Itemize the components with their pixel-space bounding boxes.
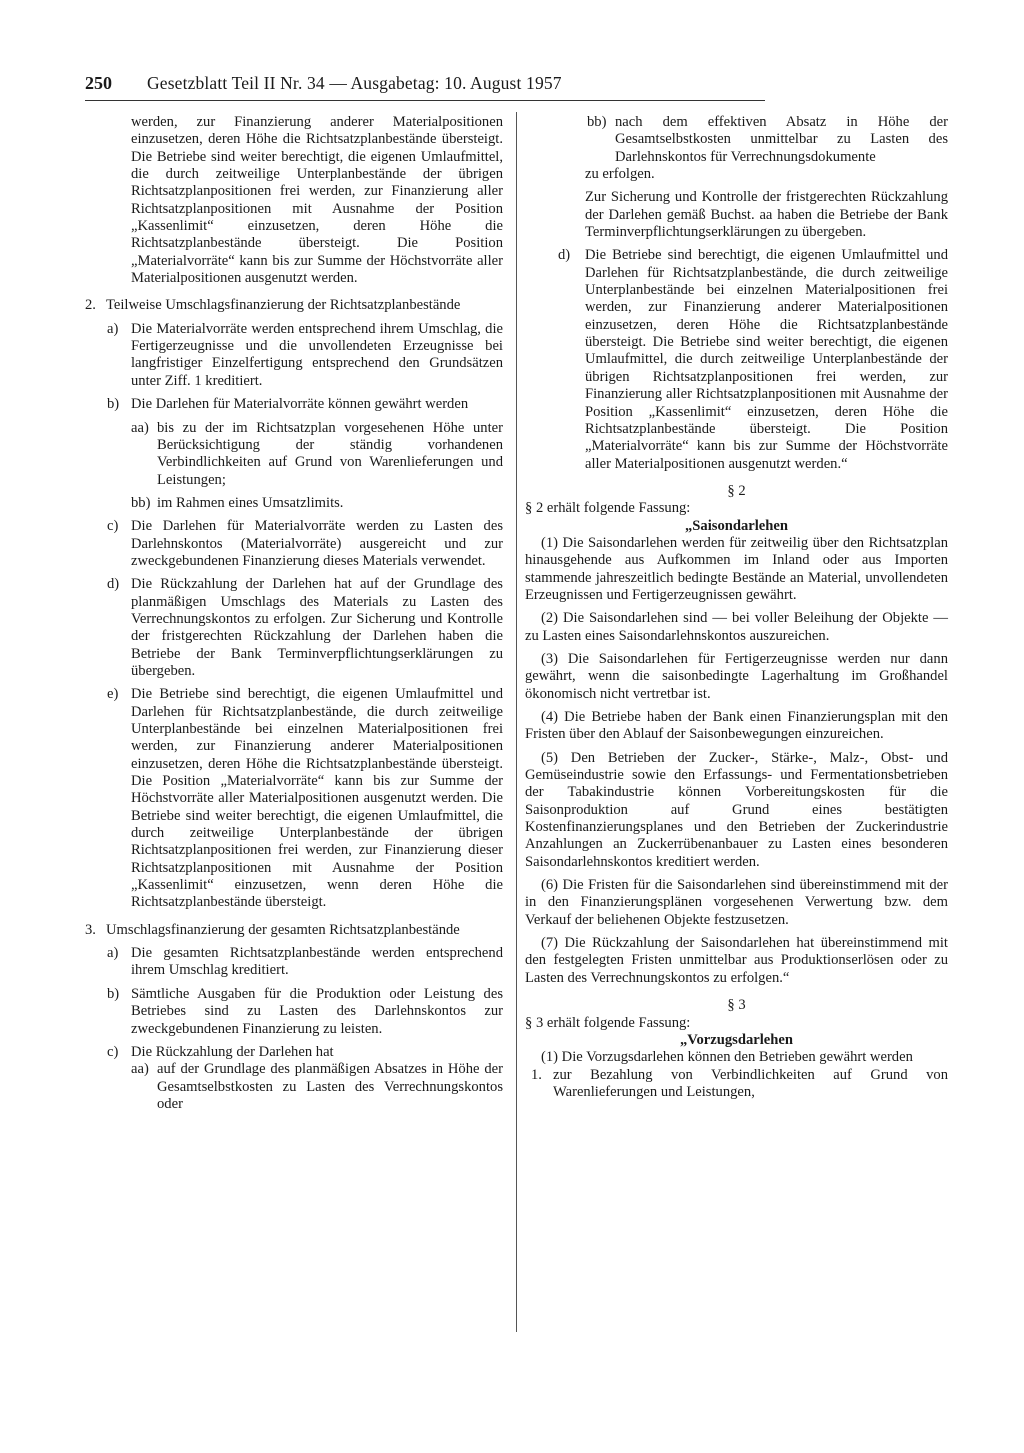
paragraph-q1: (1) Die Vorzugsdarlehen können den Betrieben gewährt werden: [541, 1049, 913, 1066]
item-text: bis zu der im Richtsatzplan vorgesehenen Höhe unter Berücksichtigung der ständig vorhandenen Verbindlichkeiten auf Grund von Warenlieferungen und Leistungen;: [157, 419, 503, 488]
item-3c-paragraph: Zur Sicherung und Kontrolle der fristgerechten Rückzahlung der Darlehen gemäß Buchst. aa haben die Betriebe der Bank Terminverpflichtungserklärungen zu übergeben.: [585, 189, 948, 241]
section-3-title: Umschlagsfinanzierung der gesamten Richtsatzplanbestände: [106, 921, 460, 938]
item-text: Die Betriebe sind berechtigt, die eigenen Umlaufmittel und Darlehen für Richtsatzplanbestände, die durch zeitweilige Unterplanbestände bei einzelnen Materialpositionen frei werden, zur Finanzierung anderer Materialpositionen einzusetzen, deren Höhe die Richtsatzplanbestände übersteigt. Die Betriebe sind weiter berechtigt, die eigenen Umlaufmittel, die durch zeitweilige Unterplanbestände der übrigen Richtsatzplanpositionen frei werden, zur Finanzierung aller Richtsatzplanpositionen mit Ausnahme der Position „Kassenlimit“ einzusetzen, deren Höhe die Richtsatzplanbestände übersteigt. Die Position „Materialvorräte“ kann bis zur Summe der Höchstvorräte aller Materialpositionen ausgenutzt werden.“: [585, 247, 948, 472]
right-column: [525, 114, 948, 1101]
page-number: 250: [85, 73, 112, 93]
gazette-title: Gesetzblatt Teil II Nr. 34 — Ausgabetag: 10. August 1957: [147, 73, 562, 93]
paragraph-7: (7) Die Rückzahlung der Saisondarlehen hat übereinstimmend mit den festgelegten Fristen unmittelbar aus Produktionserlösen oder zu Lasten des Verrechnungskontos zu erfolgen.“: [525, 935, 948, 986]
item-label: a): [107, 945, 119, 962]
item-text: Die Materialvorräte werden entsprechend ihrem Umschlag, die Fertigerzeugnisse und die unvollendeten Erzeugnisse bei langfristiger Einzelfertigung entsprechend den Grundsätzen unter Ziff. 1 kreditiert.: [131, 320, 503, 389]
item-3b: [85, 986, 503, 1038]
item-text: zur Bezahlung von Verbindlichkeiten auf Grund von Warenlieferungen und Leistungen,: [553, 1066, 948, 1100]
header-rule: [85, 100, 765, 101]
paragraph-3: (3) Die Saisondarlehen für Fertigerzeugnisse werden nur dann gewährt, wenn die saisonbedingte Lagerhaltung im Großhandel ökonomisch nicht vertretbar ist.: [525, 650, 948, 702]
section-2-item: [85, 297, 503, 314]
item-label: 1.: [531, 1066, 542, 1083]
item-label: c): [107, 518, 119, 535]
section-2-title: Teilweise Umschlagsfinanzierung der Richtsatzplanbestände: [106, 297, 461, 314]
item-3c-tail: zu erfolgen.: [585, 166, 655, 183]
item-label: 3.: [85, 921, 96, 938]
item-label: b): [107, 985, 120, 1002]
item-q1-1: [525, 1067, 948, 1102]
item-label: d): [107, 576, 120, 593]
item-text: Die Betriebe sind berechtigt, die eigenen Umlaufmittel und Darlehen für Richtsatzplanbestände, die durch zeitweilige Unterplanbestände bei einzelnen Materialpositionen frei werden, zur Finanzierung anderer Materialpositionen einzusetzen, deren Höhe die Richtsatzplanbestände übersteigt. Die Position „Materialvorräte“ kann bis zur Summe der Höchstvorräte aller Materialpositionen ausgenutzt werden. Die Betriebe sind weiter berechtigt, die eigenen Umlaufmittel, die durch zeitweilige Unterplanbestände der übrigen Richtsatzplanpositionen frei werden, zur Finanzierung dieser Richtsatzplanpositionen mit Ausnahme der Position „Kassenlimit“ einzusetzen, wenn deren Höhe die Richtsatzplanbestände übersteigt.: [131, 686, 503, 911]
section-2-number: § 2: [727, 482, 746, 499]
item-text: auf der Grundlage des planmäßigen Absatzes in Höhe der Gesamtselbstkosten zu Lasten des Verrechnungskontos oder: [157, 1061, 503, 1112]
left-column: [85, 114, 503, 1113]
section-2-heading: „Saisondarlehen: [685, 517, 788, 534]
item-label: e): [107, 686, 119, 703]
item-3c-bb: [525, 114, 948, 166]
item-2a: [85, 321, 503, 390]
item-text: Die Rückzahlung der Darlehen hat auf der Grundlage des planmäßigen Umschlags des Materials zu Lasten des Verrechnungskontos zu erfolgen. Zur Sicherung und Kontrolle der fristgerechten Rückzahlung der Darlehen haben die Betriebe der Bank Terminverpflichtungserklärungen zu übergeben.: [131, 576, 503, 679]
item-text: Die Darlehen für Materialvorräte können gewährt werden: [131, 396, 469, 413]
section-2-intro: § 2 erhält folgende Fassung:: [525, 500, 691, 517]
item-text: Die Rückzahlung der Darlehen hat: [131, 1043, 334, 1060]
item-3c: [85, 1044, 503, 1061]
item-text: Die Darlehen für Materialvorräte werden zu Lasten des Darlehnskontos (Materialvorräte) ausgereicht und zur zweckgebundenen Finanzierung dieses Materials verwendet.: [131, 518, 503, 569]
column-divider: [516, 112, 517, 1332]
item-3c-aa: [85, 1061, 503, 1113]
item-label: 2.: [85, 297, 96, 314]
item-label: b): [107, 396, 120, 413]
item-label: bb): [131, 494, 151, 511]
item-text: im Rahmen eines Umsatzlimits.: [157, 494, 344, 511]
paragraph-6: (6) Die Fristen für die Saisondarlehen sind übereinstimmend mit der in den Finanzierungsplänen vorgesehenen Verwertung bzw. dem Verkauf der beliehenen Objekte festzusetzen.: [525, 877, 948, 928]
page-header: [85, 68, 765, 98]
item-text: Sämtliche Ausgaben für die Produktion oder Leistung des Betriebes sind zu Lasten des Darlehnskontos zur zweckgebundenen Finanzierung zu leisten.: [131, 985, 503, 1037]
section-3-heading: „Vorzugsdarlehen: [680, 1031, 793, 1048]
item-2d: [85, 576, 503, 680]
item-label: bb): [587, 114, 607, 130]
section-3-intro: § 3 erhält folgende Fassung:: [525, 1014, 691, 1031]
item-3a: [85, 945, 503, 980]
item-3d: [525, 247, 948, 472]
paragraph-4: (4) Die Betriebe haben der Bank einen Finanzierungsplan mit den Fristen über den Ablauf der Saisonbewegungen einzureichen.: [525, 709, 948, 743]
item-text: nach dem effektiven Absatz in Höhe der Gesamtselbstkosten unmittelbar zu Lasten des Darlehnskontos für Verrechnungsdokumente: [615, 114, 948, 165]
item-label: c): [107, 1043, 119, 1060]
item-text: Die gesamten Richtsatzplanbestände werden entsprechend ihrem Umschlag kreditiert.: [131, 945, 503, 979]
item-label: d): [558, 247, 571, 264]
section-3-item: [85, 922, 503, 939]
continued-paragraph: werden, zur Finanzierung anderer Materialpositionen einzusetzen, deren Höhe die Richtsatzplanbestände übersteigt. Die Betriebe sind weiter berechtigt, die eigenen Umlaufmittel, die durch zeitweilige Unterplanbestände der übrigen Richtsatzplanpositionen frei werden, zur Finanzierung aller Richtsatzplanpositionen mit Ausnahme der Position „Kassenlimit“ einzusetzen, deren Höhe die Richtsatzplanbestände übersteigt. Die Position „Materialvorräte“ kann bis zur Summe der Höchstvorräte aller Materialpositionen ausgenutzt werden.: [131, 114, 503, 287]
item-2e: [85, 686, 503, 911]
item-label: aa): [131, 419, 149, 436]
item-2b-aa: [85, 420, 503, 489]
paragraph-2: (2) Die Saisondarlehen sind — bei voller Beleihung der Objekte — zu Lasten eines Saisondarlehnskontos auszureichen.: [525, 610, 948, 644]
item-label: a): [107, 320, 119, 337]
item-2b: [85, 396, 503, 413]
section-3-number: § 3: [727, 997, 746, 1014]
item-2c: [85, 518, 503, 570]
paragraph-5: (5) Den Betrieben der Zucker-, Stärke-, Malz-, Obst- und Gemüseindustrie sowie den Erfassungs- und Fermentationsbetrieben der Tabakindustrie können Vorbereitungskosten für die Saisonproduktion auf Grund eines bestätigten Kostenfinanzierungsplanes und den Betrieben der Zuckerindustrie Anzahlungen an Zuckerrübenanbauer zu Lasten eines besonderen Saisondarlehnskontos kreditiert werden.: [525, 749, 948, 870]
item-2b-bb: [85, 495, 503, 512]
item-label: aa): [131, 1061, 149, 1078]
paragraph-1: (1) Die Saisondarlehen werden für zeitweilig über den Richtsatzplan hinausgehende aus Aufkommen im Inland oder aus Importen stammende jahreszeitlich bedingte Bestände an Material, unvollendeten Erzeugnissen und Fertigerzeugnissen gewährt.: [525, 534, 948, 603]
